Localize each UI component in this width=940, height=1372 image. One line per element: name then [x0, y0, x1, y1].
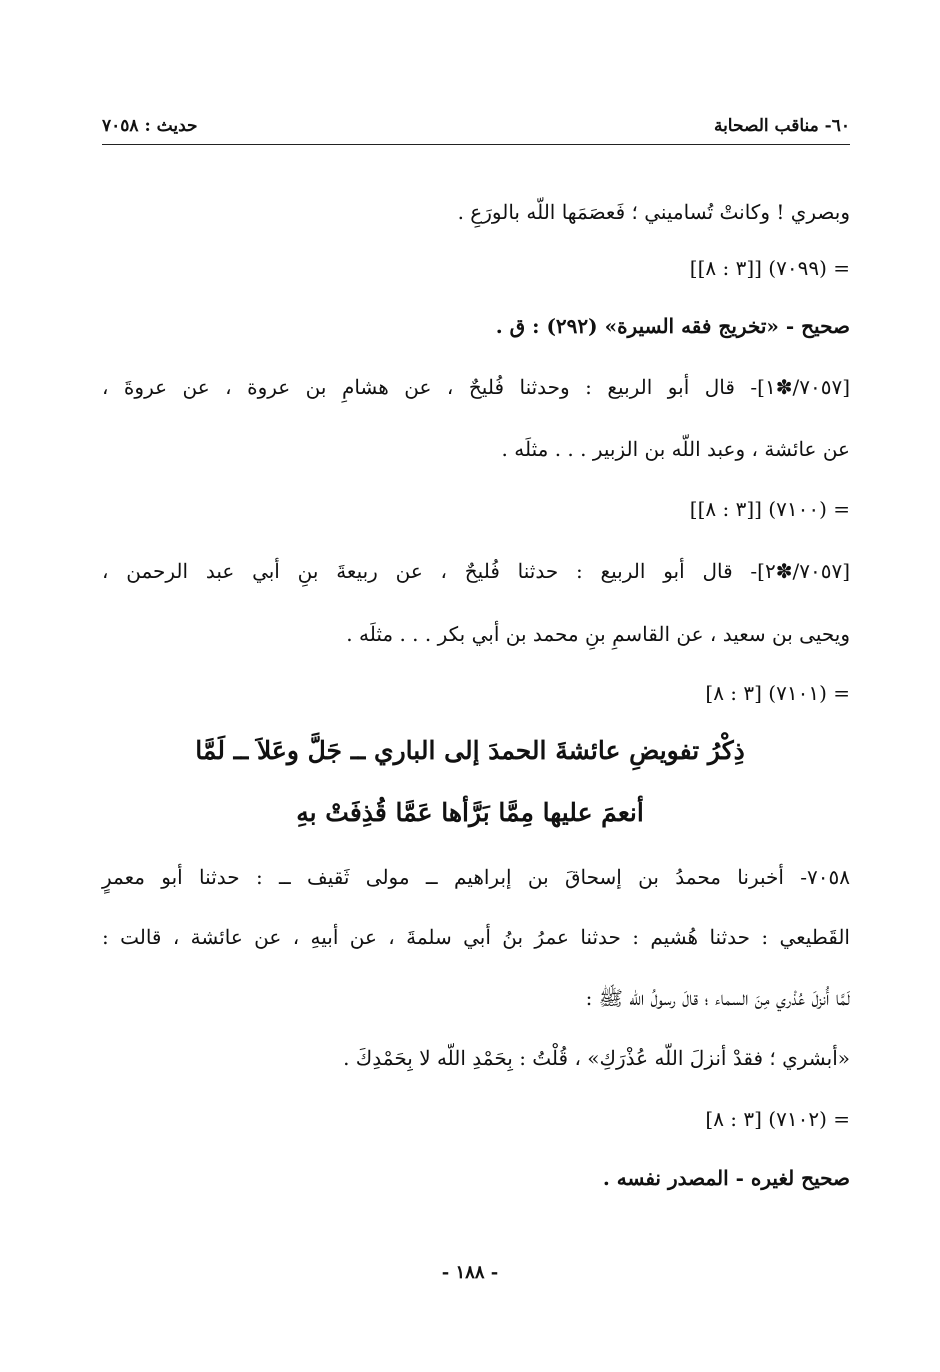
text-line: [٧٠٥٧/✽١]- قال أبو الربيع : وحدثنا فُليحٌ ، عن هشامِ بن عروة ، عن عروةَ ،: [102, 375, 850, 399]
text-line: ويحيى بن سعيد ، عن القاسمِ بنِ محمد بن أبي بكر . . . مثلَه .: [346, 622, 850, 646]
page-header: [102, 112, 850, 145]
hadith-line: القَطيعي : حدثنا هُشيم : حدثنا عمرُ بنُ أبي سلمةَ ، عن أبيهِ ، عن عائشة ، قالت :: [102, 925, 850, 949]
reference-line: = (٧١٠١) [٣ : ٨]: [705, 681, 850, 705]
section-title-line-2: أنعمَ عليها مِمَّا بَرَّأها عَمَّا قُذِفَتْ بهِ: [296, 798, 644, 827]
reference-line: = (٧٠٩٩) [[٣ : ٨]]: [689, 256, 850, 280]
reference-line: = (٧١٠٠) [[٣ : ٨]]: [689, 497, 850, 521]
text-line: عن عائشة ، وعبد اللّه بن الزبير . . . مثلَه .: [501, 437, 850, 461]
hadith-line: ٧٠٥٨- أخبرنا محمدُ بن إسحاقَ بن إبراهيم ــ مولى ثَقيف ــ : حدثنا أبو معمرٍ: [102, 865, 850, 889]
hadith-line: لَمَّا أُنزلَ عُذْري مِنَ السماء ؛ قالَ رسولُ اللّه ﷺ :: [585, 986, 850, 1010]
section-title-line-1: ذِكْرُ تفويضِ عائشةَ الحمدَ إلى الباري ــ جَلَّ وعَلاَ ــ لَمَّا: [195, 736, 745, 765]
chapter-title: ٦٠- مناقب الصحابة: [713, 116, 850, 136]
page-number: - ١٨٨ -: [441, 1262, 499, 1283]
text-line: وبصري ! وكانتْ تُساميني ؛ فَعصَمَها اللّه بالورَعِ .: [457, 200, 850, 224]
reference-line: = (٧١٠٢) [٣ : ٨]: [705, 1107, 850, 1131]
hadith-line: «أبشري ؛ فقدْ أنزلَ اللّه عُذْرَكِ» ، قُلْتُ : بِحَمْدِ اللّه لا بِحَمْدِكَ .: [343, 1046, 850, 1070]
grading-line: صحيح - «تخريج فقه السيرة» (٢٩٢) : ق .: [495, 314, 850, 338]
hadith-reference: حديث : ٧٠٥٨: [102, 116, 198, 136]
text-line: [٧٠٥٧/✽٢]- قال أبو الربيع : حدثنا فُليحٌ ، عن ربيعةَ بنِ أبي عبد الرحمن ،: [102, 559, 850, 583]
grading-line: صحيح لغيره - المصدر نفسه .: [602, 1166, 850, 1190]
